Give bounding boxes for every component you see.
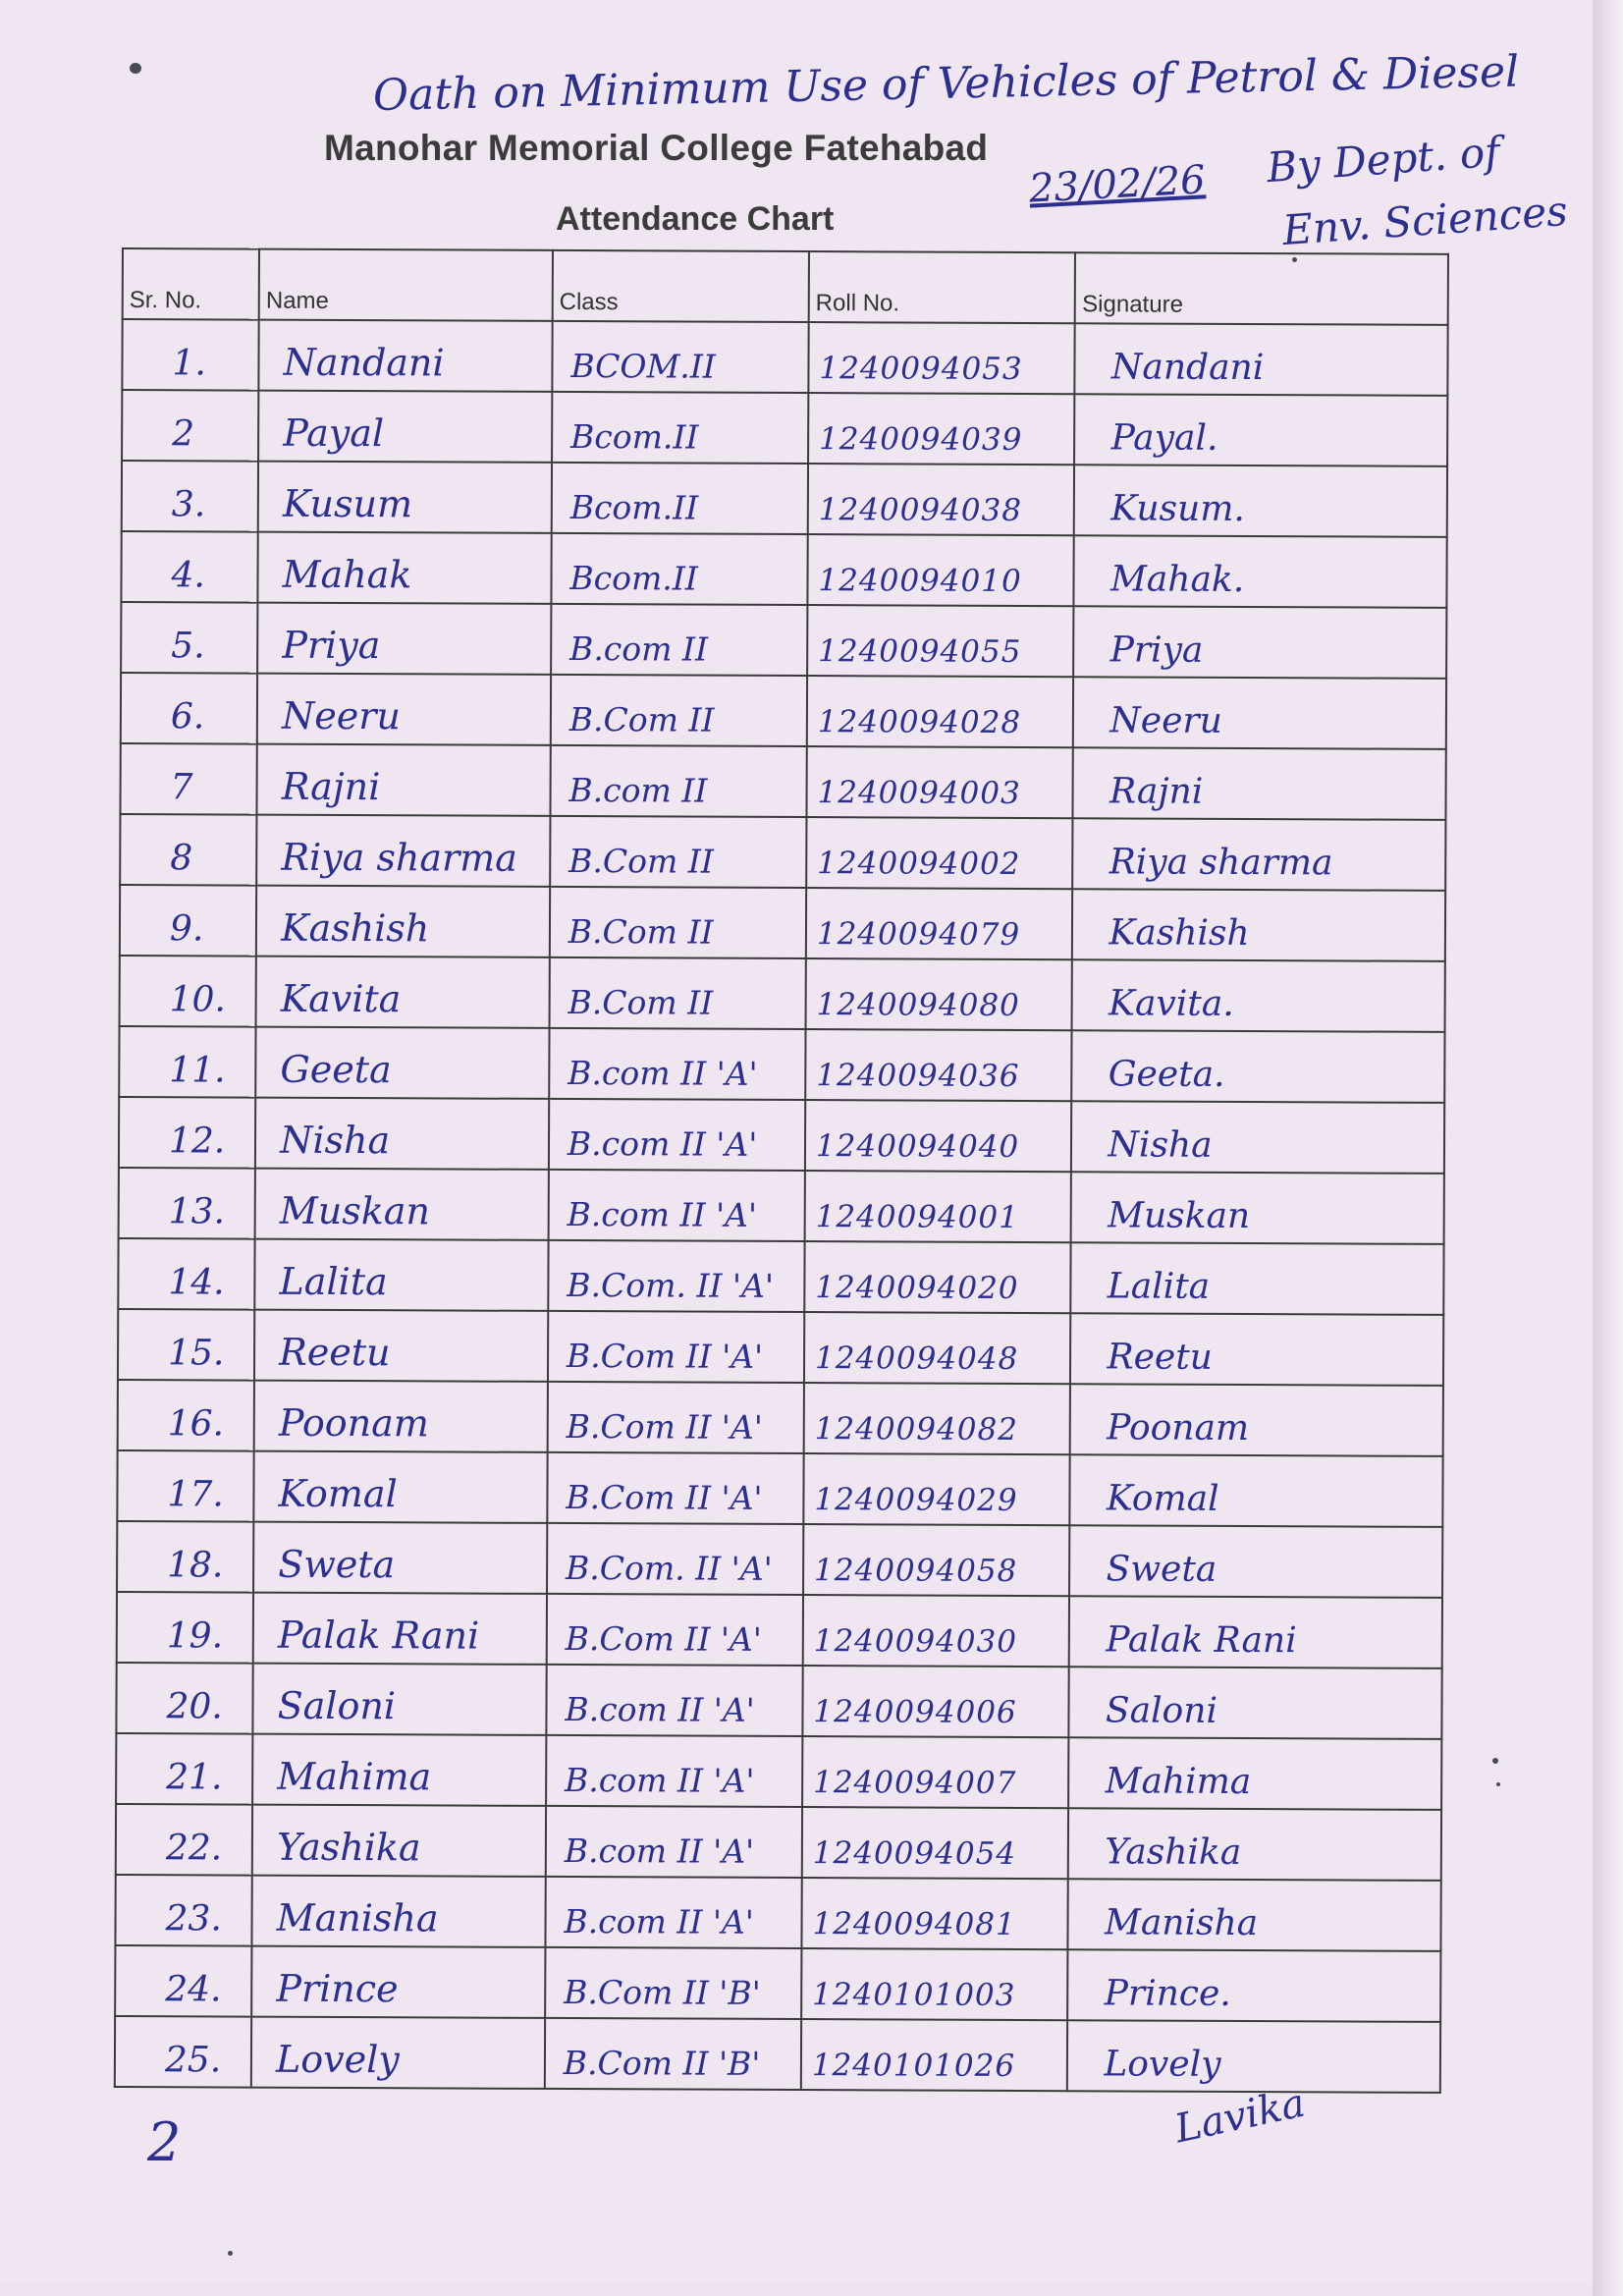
- department-line-2: Env. Sciences: [1280, 186, 1570, 255]
- row-signature: Nisha: [1108, 1124, 1213, 1166]
- row-signature: Palak Rani: [1106, 1619, 1297, 1662]
- row-roll-no-cell: [805, 958, 1072, 1030]
- row-name-cell: [254, 1381, 548, 1452]
- row-name-cell: [252, 1876, 546, 1947]
- column-header-roll-no: Roll No.: [809, 251, 1076, 323]
- row-name-cell: [253, 1522, 547, 1594]
- row-class-cell: [549, 1028, 805, 1100]
- row-class-cell: [547, 1594, 803, 1666]
- row-roll-no: 1240094006: [813, 1694, 1017, 1730]
- row-name: Saloni: [277, 1683, 397, 1728]
- ink-speck: [1496, 1782, 1500, 1786]
- row-name: Nisha: [280, 1118, 391, 1163]
- row-name-cell: [252, 1734, 546, 1806]
- row-roll-no-cell: [802, 1736, 1069, 1808]
- row-sr-no: 25.: [164, 2040, 222, 2081]
- row-signature-cell: [1073, 818, 1446, 891]
- row-name: Priya: [282, 623, 381, 668]
- row-class-cell: [548, 1311, 804, 1383]
- row-name: Riya sharma: [281, 835, 517, 880]
- row-signature: Mahak.: [1109, 559, 1245, 600]
- table-row: [119, 1168, 1444, 1244]
- column-header-signature: Signature: [1075, 252, 1448, 325]
- row-class-cell: [550, 745, 806, 817]
- row-class: B.com II 'A': [567, 1194, 758, 1234]
- row-signature: Yashika: [1105, 1831, 1242, 1873]
- row-name-cell: [258, 391, 552, 463]
- page-number: 2: [147, 2111, 182, 2173]
- row-roll-no: 1240094058: [814, 1553, 1018, 1589]
- row-signature: Lovely: [1104, 2044, 1221, 2085]
- row-name-cell: [258, 532, 552, 604]
- row-class-cell: [549, 1099, 805, 1171]
- row-roll-no: 1240094038: [818, 492, 1023, 529]
- row-roll-no-cell: [801, 1948, 1068, 2020]
- row-sr-no-cell: [116, 1733, 252, 1805]
- row-name-cell: [253, 1593, 547, 1665]
- row-name: Poonam: [278, 1400, 429, 1446]
- row-class-cell: [548, 1382, 804, 1453]
- oath-title: Oath on Minimum Use of Vehicles of Petrol & Diesel: [372, 46, 1520, 121]
- row-roll-no: 1240094002: [817, 846, 1021, 883]
- row-name: Kusum: [282, 481, 413, 526]
- row-name-cell: [259, 320, 553, 392]
- row-roll-no-cell: [805, 1171, 1072, 1242]
- row-name: Manisha: [276, 1895, 439, 1941]
- row-sr-no-cell: [118, 1380, 254, 1451]
- row-signature: Kashish: [1109, 912, 1250, 955]
- row-name-cell: [256, 886, 550, 957]
- row-name-cell: [257, 744, 551, 816]
- table-row: [116, 1733, 1441, 1810]
- row-roll-no-cell: [805, 1100, 1072, 1172]
- table-row: [117, 1450, 1442, 1527]
- table-row: [115, 1875, 1440, 1951]
- row-name: Kavita: [280, 976, 402, 1021]
- row-roll-no-cell: [801, 2019, 1068, 2091]
- row-name-cell: [257, 603, 551, 675]
- row-class: B.com II 'A': [568, 1053, 758, 1093]
- row-signature-cell: [1074, 535, 1447, 608]
- row-sr-no: 5.: [171, 626, 205, 667]
- row-sr-no: 7: [170, 767, 193, 808]
- row-signature: Riya sharma: [1109, 842, 1333, 884]
- row-signature: Prince.: [1104, 1973, 1231, 2014]
- row-name: Sweta: [278, 1542, 396, 1587]
- table-row: [122, 461, 1447, 537]
- row-class-cell: [552, 321, 808, 393]
- row-class-cell: [548, 1170, 804, 1241]
- event-date: 23/02/26: [1027, 157, 1207, 212]
- row-signature: Rajni: [1109, 771, 1204, 812]
- row-roll-no: 1240094028: [817, 704, 1022, 741]
- row-signature-cell: [1074, 394, 1447, 466]
- row-signature-cell: [1068, 1808, 1441, 1881]
- row-roll-no: 1240094079: [816, 916, 1021, 953]
- row-name: Prince: [276, 1966, 399, 2011]
- row-signature-cell: [1072, 1030, 1445, 1103]
- ink-speck: [1492, 1758, 1498, 1764]
- row-sr-no: 20.: [166, 1686, 223, 1727]
- row-sr-no: 4.: [171, 555, 205, 596]
- row-roll-no: 1240094029: [814, 1482, 1018, 1518]
- row-class-cell: [547, 1452, 803, 1524]
- row-signature: Neeru: [1109, 700, 1222, 741]
- row-name: Yashika: [276, 1825, 421, 1870]
- row-signature-cell: [1074, 465, 1447, 537]
- row-sr-no: 9.: [169, 908, 204, 950]
- table-row: [122, 319, 1447, 396]
- row-roll-no: 1240094007: [813, 1765, 1017, 1801]
- row-signature-cell: [1072, 959, 1445, 1032]
- table-row: [116, 1663, 1441, 1739]
- row-name: Lalita: [279, 1259, 388, 1304]
- row-sr-no-cell: [119, 1097, 255, 1169]
- row-class: B.com II: [568, 770, 708, 810]
- row-class: B.com II 'A': [565, 1760, 755, 1800]
- row-name-cell: [254, 1239, 548, 1311]
- ink-speck: [228, 2251, 233, 2256]
- row-name-cell: [254, 1310, 548, 1382]
- row-signature-cell: [1069, 1525, 1442, 1598]
- table-header-row: [123, 248, 1448, 325]
- department-line-1: By Dept. of: [1265, 127, 1502, 192]
- row-sr-no: 22.: [165, 1828, 223, 1869]
- table-row: [121, 673, 1446, 749]
- row-name-cell: [258, 462, 552, 533]
- row-sr-no: 14.: [168, 1262, 225, 1303]
- row-name-cell: [256, 957, 550, 1028]
- row-sr-no: 21.: [166, 1757, 223, 1798]
- row-class: B.com II 'A': [564, 1901, 754, 1941]
- row-roll-no-cell: [808, 393, 1075, 465]
- row-name: Geeta: [280, 1047, 392, 1092]
- row-sr-no: 18.: [167, 1545, 224, 1586]
- row-name: Neeru: [281, 693, 402, 738]
- row-signature: Priya: [1109, 629, 1204, 671]
- row-class-cell: [548, 1240, 804, 1312]
- row-class: B.com II 'A': [567, 1123, 758, 1164]
- row-sr-no-cell: [120, 885, 256, 957]
- row-sr-no: 11.: [169, 1050, 226, 1091]
- row-signature-cell: [1069, 1737, 1442, 1810]
- row-class-cell: [551, 675, 807, 746]
- row-sr-no-cell: [116, 1663, 252, 1734]
- row-class-cell: [545, 1947, 801, 2019]
- row-signature-cell: [1074, 606, 1447, 679]
- table-row: [118, 1380, 1443, 1456]
- row-signature: Lalita: [1107, 1266, 1211, 1307]
- row-signature: Manisha: [1104, 1902, 1259, 1944]
- row-sr-no-cell: [121, 602, 257, 674]
- row-roll-no: 1240094080: [816, 987, 1020, 1023]
- row-name: Mahima: [277, 1754, 432, 1799]
- table-row: [115, 2016, 1440, 2093]
- row-roll-no-cell: [804, 1241, 1071, 1313]
- row-roll-no-cell: [803, 1524, 1070, 1596]
- row-signature-cell: [1071, 1101, 1444, 1174]
- table-row: [121, 602, 1446, 679]
- row-class: B.Com II: [568, 982, 714, 1022]
- row-sr-no-cell: [122, 390, 258, 462]
- row-class: B.com II 'A': [564, 1831, 755, 1871]
- row-sr-no-cell: [121, 531, 257, 603]
- row-class: B.Com II 'A': [566, 1406, 763, 1447]
- row-roll-no: 1240094055: [818, 633, 1022, 671]
- row-signature-cell: [1073, 747, 1446, 820]
- row-class: B.Com II: [568, 841, 714, 881]
- row-roll-no-cell: [805, 1029, 1072, 1101]
- table-row: [116, 1804, 1441, 1881]
- row-class: B.Com II 'A': [565, 1618, 762, 1659]
- row-name: Mahak: [282, 552, 412, 597]
- row-name-cell: [255, 1027, 549, 1099]
- row-sr-no: 3.: [171, 484, 206, 525]
- row-roll-no: 1240094003: [817, 775, 1021, 812]
- row-sr-no-cell: [118, 1309, 254, 1381]
- table-row: [115, 1945, 1440, 2022]
- row-class-cell: [545, 1877, 801, 1948]
- row-roll-no: 1240094081: [812, 1906, 1016, 1942]
- row-signature: Reetu: [1107, 1337, 1213, 1378]
- row-sr-no-cell: [115, 1875, 251, 1946]
- row-sr-no-cell: [122, 319, 258, 391]
- row-sr-no-cell: [119, 1168, 255, 1239]
- row-roll-no-cell: [802, 1666, 1069, 1737]
- row-sr-no: 13.: [168, 1191, 226, 1232]
- row-sr-no: 8: [170, 838, 193, 879]
- row-signature-cell: [1071, 1172, 1444, 1244]
- row-sr-no: 2: [172, 413, 195, 455]
- row-signature-cell: [1070, 1384, 1443, 1456]
- row-roll-no-cell: [806, 746, 1073, 818]
- row-signature: Mahima: [1105, 1761, 1252, 1803]
- row-name-cell: [251, 1946, 545, 2018]
- row-sr-no-cell: [120, 743, 256, 815]
- row-name: Lovely: [275, 2037, 400, 2082]
- row-signature-cell: [1073, 677, 1446, 749]
- row-signature-cell: [1068, 1949, 1441, 2022]
- column-header-sr-no: Sr. No.: [123, 248, 259, 320]
- table-row: [120, 885, 1445, 961]
- table-row: [120, 956, 1445, 1032]
- row-sr-no: 23.: [165, 1898, 222, 1940]
- row-signature: Komal: [1106, 1478, 1219, 1519]
- row-class-cell: [547, 1523, 803, 1595]
- table-row: [117, 1592, 1442, 1668]
- row-name: Palak Rani: [277, 1613, 480, 1658]
- row-roll-no: 1240094030: [813, 1623, 1018, 1660]
- row-sr-no-cell: [117, 1521, 253, 1593]
- row-name-cell: [255, 1098, 549, 1170]
- row-class: B.Com II 'A': [566, 1336, 764, 1376]
- table-row: [118, 1309, 1443, 1386]
- row-signature-cell: [1071, 1242, 1444, 1315]
- table-row: [120, 814, 1445, 891]
- row-class: B.Com II: [568, 699, 715, 739]
- page-edge: [1593, 0, 1623, 2296]
- row-signature: Kusum.: [1110, 488, 1245, 529]
- row-roll-no: 1240094048: [814, 1340, 1019, 1377]
- row-roll-no-cell: [803, 1453, 1070, 1525]
- row-signature-cell: [1067, 2020, 1440, 2093]
- row-class: Bcom.II: [569, 558, 698, 598]
- row-sr-no: 19.: [166, 1615, 224, 1657]
- row-roll-no-cell: [806, 817, 1073, 889]
- table-row: [121, 531, 1446, 608]
- row-class-cell: [546, 1665, 802, 1736]
- row-roll-no: 1240094039: [819, 421, 1023, 459]
- row-roll-no: 1240101003: [812, 1977, 1016, 2013]
- college-name: Manohar Memorial College Fatehabad: [324, 128, 989, 168]
- column-header-class: Class: [553, 250, 809, 322]
- row-class: B.Com II 'B': [564, 1972, 761, 2012]
- row-class-cell: [545, 2018, 801, 2090]
- row-name-cell: [256, 815, 550, 887]
- row-sr-no-cell: [120, 956, 256, 1027]
- row-sr-no: 12.: [168, 1121, 226, 1162]
- teacher-signature: Lavika: [1170, 2080, 1310, 2153]
- row-sr-no: 6.: [170, 696, 205, 738]
- row-signature: Payal.: [1110, 417, 1218, 459]
- row-name: Payal: [283, 410, 385, 456]
- row-class: B.Com II: [568, 911, 714, 952]
- row-sr-no: 17.: [167, 1474, 224, 1515]
- table-row: [119, 1026, 1444, 1103]
- row-sr-no-cell: [122, 461, 258, 532]
- table-row: [117, 1521, 1442, 1598]
- row-roll-no-cell: [802, 1807, 1069, 1879]
- row-roll-no: 1240094010: [818, 563, 1022, 600]
- row-signature-cell: [1070, 1313, 1443, 1386]
- row-signature: Saloni: [1105, 1690, 1218, 1731]
- row-signature: Nandani: [1110, 347, 1265, 389]
- row-class: B.Com. II 'A': [565, 1548, 773, 1588]
- row-roll-no-cell: [807, 676, 1074, 747]
- row-signature-cell: [1072, 889, 1445, 961]
- row-class: B.Com II 'A': [566, 1477, 763, 1517]
- row-class-cell: [552, 463, 808, 534]
- row-signature: Kavita.: [1109, 983, 1234, 1024]
- row-class: Bcom.II: [569, 487, 699, 527]
- row-roll-no: 1240094082: [814, 1411, 1019, 1448]
- row-roll-no-cell: [808, 322, 1075, 394]
- row-signature: Sweta: [1106, 1549, 1217, 1590]
- row-signature: Poonam: [1107, 1407, 1250, 1449]
- row-class-cell: [549, 957, 805, 1029]
- row-name: Muskan: [279, 1188, 431, 1233]
- table-row: [119, 1097, 1444, 1174]
- row-roll-no: 1240094054: [812, 1835, 1017, 1872]
- row-name: Reetu: [279, 1330, 391, 1375]
- row-roll-no-cell: [807, 605, 1074, 677]
- row-name-cell: [252, 1805, 546, 1877]
- row-roll-no-cell: [806, 888, 1073, 959]
- table-row: [122, 390, 1447, 466]
- ink-speck: [130, 63, 141, 74]
- row-class-cell: [546, 1806, 802, 1878]
- row-roll-no: 1240094053: [819, 351, 1023, 388]
- attendance-table-body: [115, 248, 1448, 2093]
- row-name-cell: [253, 1664, 547, 1735]
- row-name: Nandani: [283, 340, 445, 385]
- row-roll-no: 1240101026: [811, 2048, 1016, 2084]
- row-class-cell: [551, 604, 807, 676]
- row-roll-no-cell: [807, 534, 1074, 606]
- row-roll-no-cell: [804, 1383, 1071, 1454]
- row-roll-no-cell: [804, 1312, 1071, 1384]
- row-sr-no: 15.: [167, 1333, 225, 1374]
- row-name-cell: [257, 674, 551, 745]
- row-class: B.com II 'A': [565, 1689, 755, 1729]
- row-name-cell: [251, 2017, 545, 2089]
- row-roll-no-cell: [801, 1878, 1068, 1949]
- row-sr-no: 16.: [167, 1403, 225, 1445]
- row-name: Komal: [278, 1471, 398, 1516]
- row-roll-no: 1240094036: [816, 1058, 1020, 1094]
- row-roll-no: 1240094001: [815, 1199, 1019, 1235]
- row-class: B.Com II 'B': [563, 2043, 761, 2083]
- row-sr-no: 1.: [172, 343, 206, 384]
- row-signature-cell: [1069, 1667, 1442, 1739]
- row-sr-no-cell: [118, 1238, 254, 1310]
- row-name-cell: [255, 1169, 549, 1240]
- attendance-table: [114, 247, 1449, 2094]
- row-sr-no: 10.: [169, 979, 227, 1020]
- column-header-name: Name: [259, 249, 553, 321]
- row-roll-no-cell: [803, 1595, 1070, 1667]
- row-class-cell: [550, 816, 806, 888]
- row-class: Bcom.II: [569, 416, 699, 457]
- row-class: BCOM.II: [570, 346, 716, 386]
- row-signature-cell: [1070, 1454, 1443, 1527]
- row-sr-no-cell: [117, 1450, 253, 1522]
- row-signature: Geeta.: [1108, 1054, 1225, 1095]
- table-row: [118, 1238, 1443, 1315]
- row-roll-no: 1240094040: [815, 1128, 1020, 1165]
- row-roll-no-cell: [808, 464, 1075, 535]
- row-sr-no: 24.: [165, 1969, 222, 2010]
- row-sr-no-cell: [116, 1804, 252, 1876]
- row-class: B.Com. II 'A': [567, 1265, 775, 1305]
- row-class-cell: [546, 1735, 802, 1807]
- row-sr-no-cell: [115, 2016, 251, 2088]
- row-name: Rajni: [281, 764, 381, 809]
- row-class-cell: [552, 392, 808, 464]
- chart-title: Attendance Chart: [556, 200, 835, 238]
- row-sr-no-cell: [115, 1945, 251, 2017]
- table-row: [120, 743, 1445, 820]
- row-signature-cell: [1069, 1596, 1442, 1668]
- row-class-cell: [550, 887, 806, 958]
- row-sr-no-cell: [120, 814, 256, 886]
- row-name: Kashish: [281, 905, 430, 951]
- row-sr-no-cell: [121, 673, 257, 744]
- row-sr-no-cell: [119, 1026, 255, 1098]
- row-class: B.com II: [569, 629, 709, 669]
- row-roll-no: 1240094020: [815, 1270, 1019, 1306]
- row-signature-cell: [1068, 1879, 1441, 1951]
- row-sr-no-cell: [117, 1592, 253, 1664]
- row-class-cell: [551, 533, 807, 605]
- row-signature: Muskan: [1108, 1195, 1251, 1237]
- row-name-cell: [253, 1451, 547, 1523]
- row-signature-cell: [1075, 323, 1448, 396]
